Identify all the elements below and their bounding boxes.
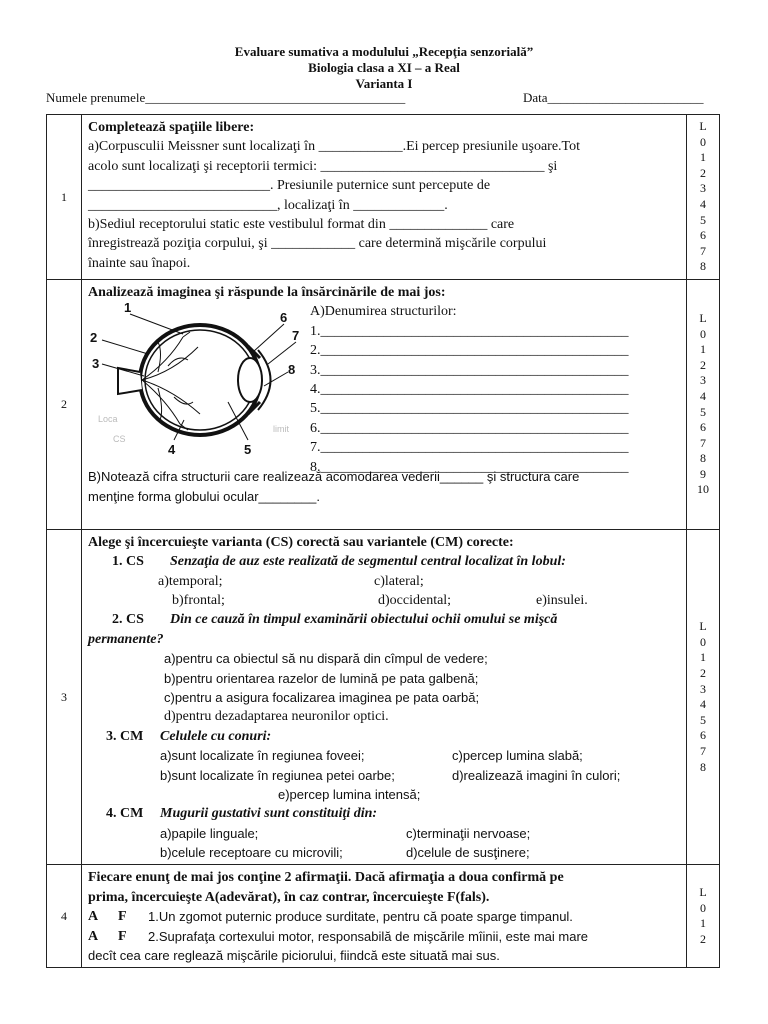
level-mark[interactable]: L (699, 310, 707, 325)
option-c[interactable]: c)pentru a asigura focalizarea imaginea pe pata oarbă; (164, 689, 480, 705)
subquestion-text: permanente? (88, 631, 164, 647)
eye-label: 7 (292, 328, 300, 344)
fill-line[interactable]: ___________________________, localizaţi în _____________. (88, 197, 448, 213)
level-mark[interactable]: 3 (700, 681, 706, 696)
level-mark[interactable]: 2 (700, 932, 706, 947)
true-option[interactable]: A (88, 928, 99, 944)
level-mark[interactable]: 0 (700, 134, 706, 149)
level-mark[interactable]: 8 (700, 451, 706, 466)
option-a[interactable]: a)papile linguale; (160, 825, 259, 841)
question-2-content (82, 280, 687, 530)
question-number: 2 (47, 280, 82, 530)
question-2b[interactable]: B)Notează cifra structurii care realizează acomodarea vederii______ şi structura care (88, 469, 580, 485)
subquestion-text: Senzaţia de auz este realizată de segmentul central localizat în lobul: (170, 554, 566, 570)
svg-text:Loca: Loca (98, 414, 118, 425)
question-4-content (82, 865, 687, 968)
option-d[interactable]: d)occidental; (378, 592, 452, 608)
option-e[interactable]: e)percep lumina intensă; (278, 786, 421, 802)
fill-line[interactable]: b)Sediul receptorului static este vestibulul format din ______________ care (88, 217, 515, 233)
level-mark[interactable]: 2 (700, 666, 706, 681)
question-row-2 (47, 280, 720, 530)
fill-line[interactable]: înregistrează poziţia corpului, şi ____________ care determină mişcările corpului (88, 236, 547, 252)
level-mark[interactable]: 0 (700, 634, 706, 649)
subquestion-tag: 3. CM (106, 728, 144, 744)
option-e[interactable]: e)insulei. (536, 592, 588, 608)
true-option[interactable]: A (88, 909, 99, 925)
level-mark[interactable]: 1 (700, 650, 706, 665)
question-title: prima, încercuieşte A(adevărat), în caz contrar, încercuieşte F(fals). (88, 889, 490, 905)
structure-answers (310, 302, 670, 477)
eye-label: 3 (92, 356, 100, 372)
false-option[interactable]: F (118, 928, 127, 944)
score-levels (687, 530, 720, 865)
level-mark[interactable]: 0 (700, 900, 706, 915)
answer-line[interactable]: 4.____________________________________________ (310, 382, 629, 398)
answer-line[interactable]: 1.____________________________________________ (310, 323, 629, 339)
answer-line[interactable]: 2.____________________________________________ (310, 343, 629, 359)
score-levels (687, 115, 720, 280)
option-b[interactable]: b)frontal; (172, 592, 225, 608)
svg-text:limit: limit (273, 424, 289, 435)
statement-2-cont: decît cea care reglează mişcările piciorului, fiindcă este situată mai sus. (88, 948, 500, 964)
subquestion-tag: 2. CS (112, 612, 144, 628)
eye-diagram (88, 302, 303, 467)
answer-line[interactable]: 8.____________________________________________ (310, 459, 629, 475)
fill-line[interactable]: acolo sunt localizaţi şi receptorii termici: ________________________________ şi (88, 158, 558, 174)
name-field[interactable]: Numele prenumele________________________________________ (46, 90, 406, 105)
level-mark[interactable]: 8 (700, 259, 706, 274)
level-mark[interactable]: 5 (700, 712, 706, 727)
option-d[interactable]: d)pentru dezadaptarea neuronilor optici. (164, 709, 389, 725)
document-subtitle: Biologia clasa a XI – a Real (308, 60, 460, 75)
fill-line: înainte sau înapoi. (88, 255, 191, 271)
level-mark[interactable]: 2 (700, 165, 706, 180)
level-mark[interactable]: 9 (700, 466, 706, 481)
option-d[interactable]: d)realizează imagini în culori; (452, 767, 621, 783)
subquestion-text: Din ce cauză în timpul examinării obiectului ochii omului se mişcă (170, 612, 558, 628)
level-mark[interactable]: 5 (700, 212, 706, 227)
exam-table (46, 114, 720, 968)
score-levels (687, 865, 720, 968)
option-a[interactable]: a)sunt localizate în regiunea foveei; (160, 748, 365, 764)
document-title: Evaluare sumativa a modulului „Recepţia senzorială” (234, 44, 534, 59)
statement-1: 1.Un zgomot puternic produce surditate, pentru că poate sparge timpanul. (148, 909, 573, 925)
question-title: Analizează imaginea şi răspunde la însărcinările de mai jos: (88, 285, 446, 300)
option-b[interactable]: b)sunt localizate în regiunea petei oarbe; (160, 767, 395, 783)
level-mark[interactable]: 4 (700, 697, 706, 712)
level-mark[interactable]: 0 (700, 326, 706, 341)
subquestion-text: Mugurii gustativi sunt constituiţi din: (160, 806, 378, 822)
option-a[interactable]: a)pentru ca obiectul să nu dispară din cîmpul de vedere; (164, 651, 488, 667)
question-2b[interactable]: menţine forma globului ocular________. (88, 488, 320, 504)
variant-label: Varianta I (355, 76, 413, 91)
question-number: 4 (47, 865, 82, 968)
question-3-content (82, 530, 687, 865)
option-c[interactable]: c)lateral; (374, 573, 424, 589)
question-1-content (82, 115, 687, 280)
statement-2: 2.Suprafaţa cortexului motor, responsabilă de mişcările mîinii, este mai mare (148, 928, 589, 944)
level-mark[interactable]: 3 (700, 373, 706, 388)
answer-line[interactable]: 7.____________________________________________ (310, 440, 629, 456)
option-b[interactable]: b)celule receptoare cu microvili; (160, 845, 343, 861)
level-mark[interactable]: 2 (700, 357, 706, 372)
answer-line[interactable]: 3.____________________________________________ (310, 362, 629, 378)
level-mark[interactable]: 6 (700, 728, 706, 743)
subquestion-text: Celulele cu conuri: (160, 728, 272, 744)
question-row-4 (47, 865, 720, 968)
option-c[interactable]: c)terminaţii nervoase; (406, 825, 531, 841)
level-mark[interactable]: 1 (700, 342, 706, 357)
eye-label: 5 (244, 442, 252, 458)
level-mark[interactable]: 7 (700, 435, 706, 450)
level-mark[interactable]: 8 (700, 759, 706, 774)
level-mark[interactable]: 4 (700, 388, 706, 403)
subquestion-tag: 4. CM (106, 806, 144, 822)
question-title: Fiecare enunţ de mai jos conţine 2 afirmaţii. Dacă afirmaţia a doua confirmă pe (88, 870, 564, 886)
eye-label: 4 (168, 442, 176, 458)
question-title: Alege şi încercuieşte varianta (CS) corectă sau variantele (CM) corecte: (88, 535, 514, 550)
false-option[interactable]: F (118, 909, 127, 925)
svg-text:CS: CS (113, 434, 126, 445)
subquestion-tag: 1. CS (112, 554, 144, 570)
date-field[interactable]: Data________________________ (523, 90, 704, 105)
level-mark[interactable]: 4 (700, 197, 706, 211)
level-mark[interactable]: 1 (700, 150, 706, 165)
question-number: 1 (47, 115, 82, 280)
eye-label: 6 (280, 310, 288, 326)
level-mark[interactable]: 10 (697, 482, 709, 497)
level-mark[interactable]: L (699, 619, 707, 634)
level-mark[interactable]: 5 (700, 404, 706, 419)
fill-line[interactable]: a)Corpusculii Meissner sunt localizaţi în ____________.Ei percep presiunile uşoare.Tot (88, 139, 581, 155)
level-mark[interactable]: 1 (700, 916, 706, 931)
eye-diagram-block (88, 302, 680, 475)
question-row-3 (47, 530, 720, 865)
question-title: Completează spaţiile libere: (88, 120, 255, 135)
level-mark[interactable]: 3 (700, 181, 706, 196)
question-row-1 (47, 115, 720, 280)
eye-label: 2 (90, 330, 98, 346)
option-a[interactable]: a)temporal; (158, 573, 223, 589)
eye-label: 1 (124, 302, 132, 316)
eye-label: 8 (288, 362, 296, 378)
answer-line[interactable]: 5.____________________________________________ (310, 401, 629, 417)
level-mark[interactable]: 7 (700, 243, 706, 258)
fill-line[interactable]: __________________________. Presiunile puternice sunt percepute de (88, 178, 491, 194)
score-levels (687, 280, 720, 530)
level-mark[interactable]: 6 (700, 420, 706, 435)
answer-heading: A)Denumirea structurilor: (310, 304, 457, 320)
level-mark[interactable]: L (699, 119, 707, 134)
option-c[interactable]: c)percep lumina slabă; (452, 748, 583, 764)
level-mark[interactable]: 7 (700, 744, 706, 758)
question-number: 3 (47, 530, 82, 865)
option-d[interactable]: d)celule de susţinere; (406, 845, 530, 861)
level-mark[interactable]: L (699, 885, 707, 900)
level-mark[interactable]: 6 (700, 228, 706, 243)
answer-line[interactable]: 6.____________________________________________ (310, 420, 629, 436)
option-b[interactable]: b)pentru orientarea razelor de lumină pe pata galbenă; (164, 670, 479, 686)
